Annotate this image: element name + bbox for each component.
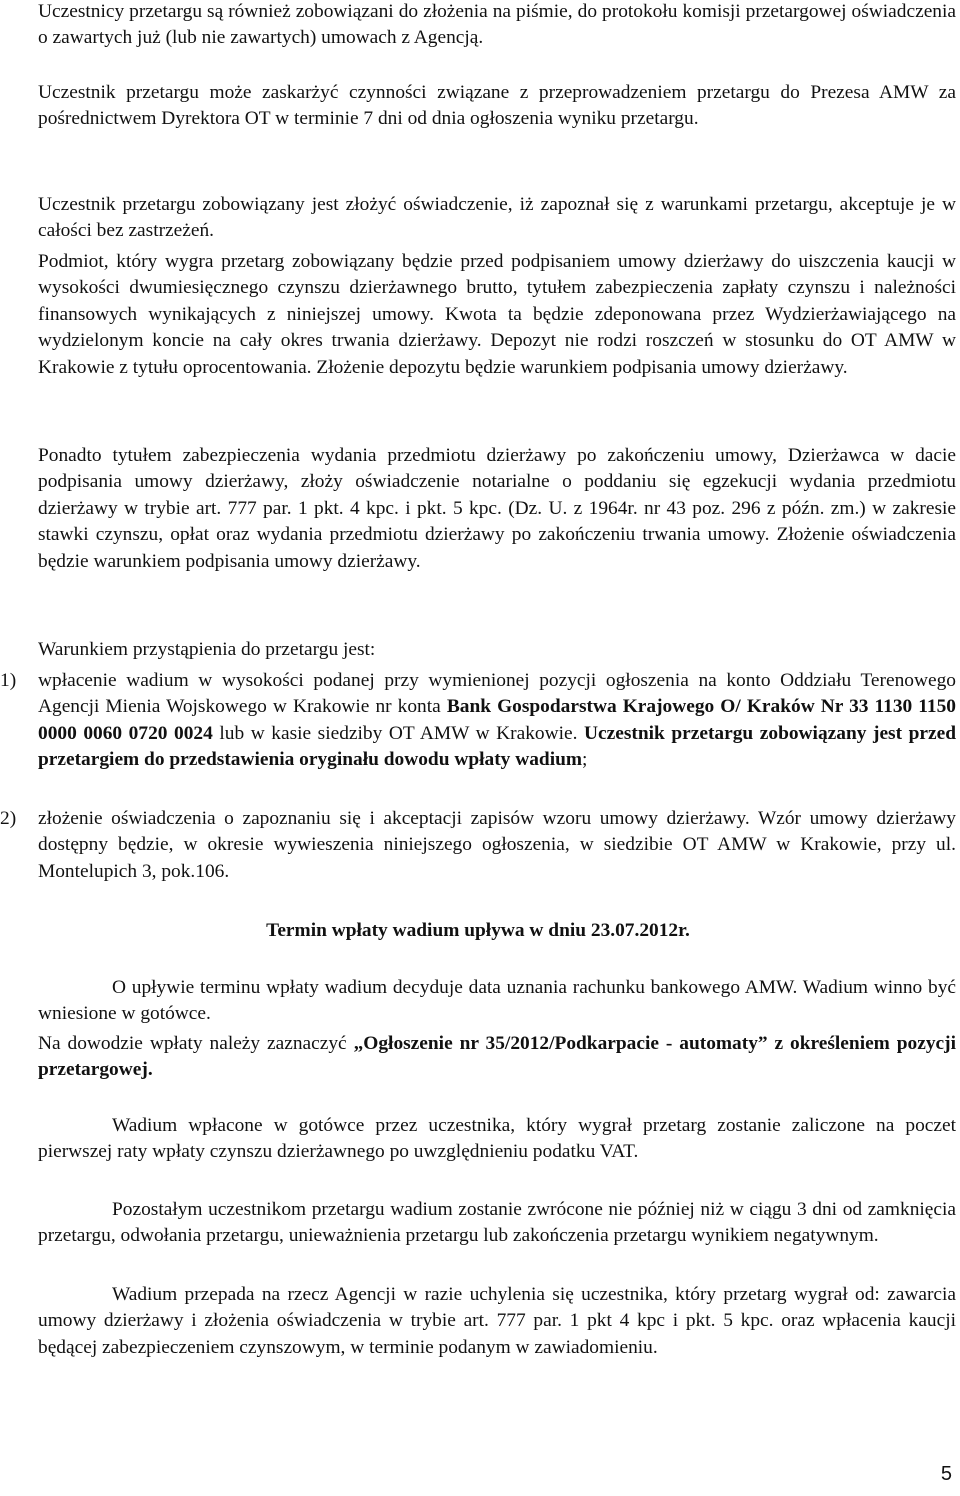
paragraph-payment-date: O upływie terminu wpłaty wadium decyduje data uznania rachunku bankowego AMW. Wadium winno być wniesione w gotówce. [38, 977, 956, 1025]
condition-1-text-c: ; [582, 749, 588, 771]
condition-1-text-a: wpłacenie wadium w wysokości podanej przy wymienionej pozycji ogłoszenia na konto Oddziału Terenowego Agencji Mienia Wojskowego w Krakowie nr konta [38, 670, 956, 718]
paragraph-declaration-contracts: Uczestnicy przetargu są również zobowiązani do złożenia na piśmie, do protokołu komisji przetargowej oświadczenia o zawartych już (lub nie zawartych) umowach z Agencją. [38, 1, 956, 49]
deadline-notice: Termin wpłaty wadium upływa w dniu 23.07.2012r. [266, 920, 690, 941]
condition-item-2 [0, 806, 956, 885]
paragraph-acceptance-statement: Uczestnik przetargu zobowiązany jest złożyć oświadczenie, iż zapoznał się z warunkami przetargu, akceptuje je w całości bez zastrzeżeń. [38, 194, 956, 242]
announcement-reference: „Ogłoszenie nr 35/2012/Podkarpacie - automaty” z określeniem pozycji przetargowej. [38, 1033, 956, 1081]
paragraph-deposit-kaucja: Podmiot, który wygra przetarg zobowiązany będzie przed podpisaniem umowy dzierżawy do uiszczenia kaucji w wysokości dwumiesięcznego czynszu dzierżawnego brutto, tytułem zabezpieczenia zapłaty czynszu i należności finansowych wynikających z niniejszej umowy. Kwota ta będzie zdeponowana przez Wydzierżawiającego na wydzielonym koncie na cały okres trwania dzierżawy. Depozyt nie rodzi roszczeń w stosunku do OT AMW w Krakowie z tytułu oprocentowania. Złożenie depozytu będzie warunkiem podpisania umowy dzierżawy. [38, 251, 956, 378]
condition-item-1 [0, 668, 956, 774]
condition-1-text-b: lub w kasie siedziby OT AMW w Krakowie. [212, 722, 585, 744]
condition-2-text: złożenie oświadczenia o zapoznaniu się i akceptacji zapisów wzoru umowy dzierżawy. Wzór umowy dzierżawy dostępny będzie, w okresie wywieszenia niniejszego ogłoszenia, w siedzibie OT AMW w Krakowie, przy ul. Montelupich 3, pok.106. [38, 808, 956, 882]
payment-reference-text: Na dowodzie wpłaty należy zaznaczyć [38, 1033, 354, 1054]
paragraph-wadium-forfeit: Wadium przepada na rzecz Agencji w razie uchylenia się uczestnika, który przetarg wygrał od: zawarcia umowy dzierżawy i złożenia oświadczenia w trybie art. 777 par. 1 pkt 4 kpc i pkt. 5 kpc. oraz wpłacenia kaucji będącej zabezpieczeniem czynszowym, w terminie podanym w zawiadomieniu. [38, 1284, 956, 1358]
paragraph-wadium-credit: Wadium wpłacone w gotówce przez uczestnika, który wygrał przetarg zostanie zaliczone na poczet pierwszej raty wpłaty czynszu dzierżawnego po uwzględnieniu podatku VAT. [38, 1115, 956, 1163]
page-number: 5 [940, 1463, 952, 1485]
list-number: 2) [0, 808, 17, 829]
list-number: 1) [0, 670, 17, 691]
conditions-heading: Warunkiem przystąpienia do przetargu jest: [38, 639, 376, 660]
bank-account: Bank Gospodarstwa Krajowego O/ Kraków Nr 33 1130 1150 0000 0060 0720 0024 [38, 696, 956, 744]
payment-proof-obligation: Uczestnik przetargu zobowiązany jest przed przetargiem do przedstawienia oryginału dowodu wpłaty wadium [38, 722, 956, 771]
paragraph-payment-reference [38, 1031, 956, 1084]
paragraph-appeal: Uczestnik przetargu może zaskarżyć czynności związane z przeprowadzeniem przetargu do Prezesa AMW za pośrednictwem Dyrektora OT w terminie 7 dni od dnia ogłoszenia wyniku przetargu. [38, 82, 956, 130]
paragraph-notarial-statement: Ponadto tytułem zabezpieczenia wydania przedmiotu dzierżawy po zakończeniu umowy, Dzierżawca w dacie podpisania umowy dzierżawy, złoży oświadczenie notarialne o poddaniu się egzekucji wydania przedmiotu dzierżawy w trybie art. 777 par. 1 pkt. 4 kpc. i pkt. 5 kpc. (Dz. U. z 1964r. nr 43 poz. 296 z późn. zm.) w zakresie stawki czynszu, opłat oraz wydania przedmiotu dzierżawy po zakończeniu trwania umowy. Złożenie oświadczenia będzie warunkiem podpisania umowy dzierżawy. [38, 445, 956, 572]
paragraph-wadium-return: Pozostałym uczestnikom przetargu wadium zostanie zwrócone nie później niż w ciągu 3 dni od zamknięcia przetargu, odwołania przetargu, unieważnienia przetargu lub zakończenia przetargu wynikiem negatywnym. [38, 1199, 956, 1247]
